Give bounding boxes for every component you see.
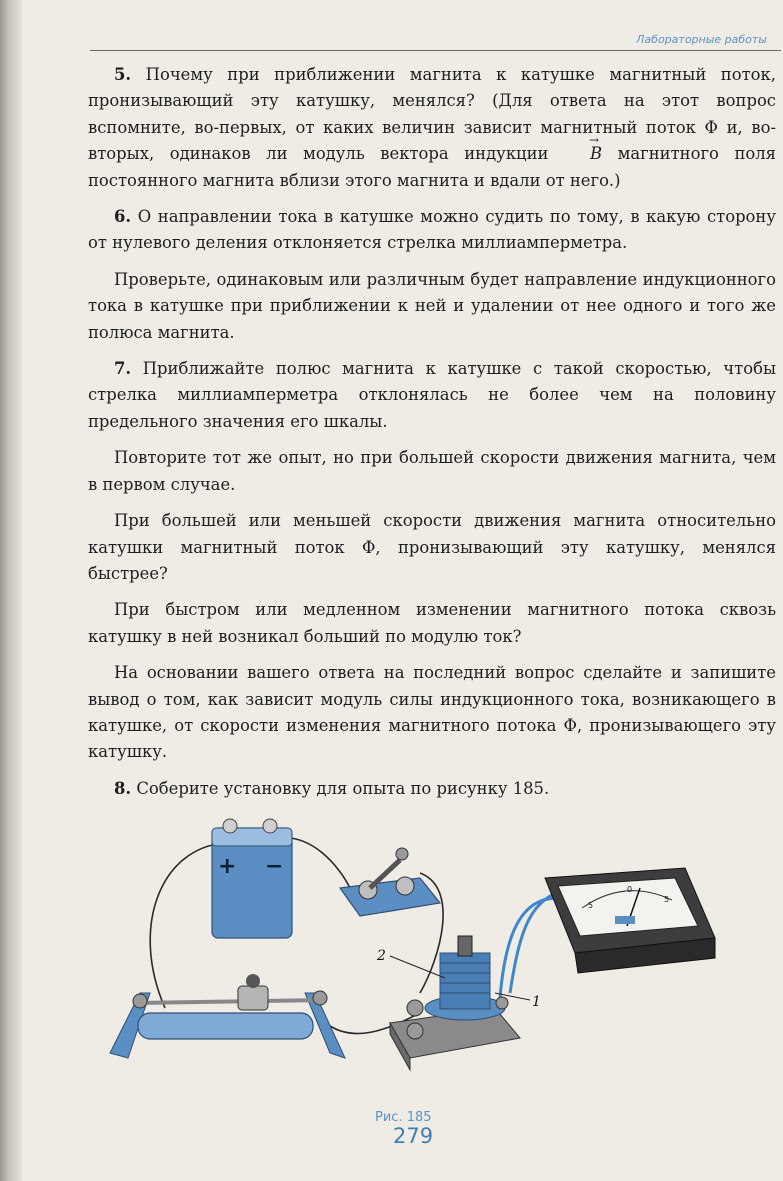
paragraph-text: Соберите установку для опыта по рисунку 185. [136,778,550,798]
paragraph-7 [88,356,776,435]
item-number: 5. [114,65,132,84]
item-number: 8. [114,778,132,798]
item-number: 7. [114,359,132,379]
page-body [88,62,776,812]
label-2: 2 [377,948,386,964]
item-number: 6. [114,207,132,227]
paragraph-7-repeat [88,445,776,498]
paragraph-7-question-2 [88,597,776,650]
paragraph-text: Повторите тот же опыт, но при большей скорости движения магнита, чем в первом случае. [88,448,776,494]
meter-scale-left: 5 [588,901,594,910]
book-spine-shadow [0,0,22,1181]
paragraph-text: На основании вашего ответа на последний вопрос сделайте и запишите вывод о том, как зависит модуль силы индукционного тока, возникающего в катушке, от скорости изменения магнитного потока Φ, пронизывающего эту катушку. [88,663,776,762]
paragraph-7-conclusion [88,660,776,766]
battery-plus-sign: + [218,854,237,879]
running-header: Лабораторные работы [636,33,767,46]
paragraph-text: При большей или меньшей скорости движения магнита относительно катушки магнитный поток Φ, пронизывающий эту катушку, менялся быстрее? [88,511,776,583]
paragraph-text: Проверьте, одинаковым или различным будет направление индукционного тока в катушке при приближении к ней и удалении от нее одного и того же полюса магнита. [88,269,776,342]
paragraph-text-continued: магнитного поля постоянного магнита вблизи этого магнита и вдали от него.) [88,144,776,190]
paragraph-5 [88,62,776,194]
switch-key [340,848,440,916]
battery-minus-sign: − [265,854,284,879]
figure-caption: Рис. 185 [375,1110,432,1125]
meter-scale-right: 5 [664,895,670,904]
paragraph-6-check [88,267,776,346]
figure-185-apparatus [100,808,780,1108]
paragraph-text: При быстром или медленном изменении магнитного потока сквозь катушку в ней возникал больший по модулю ток? [88,600,776,646]
meter-scale-zero: 0 [627,885,633,894]
label-1: 1 [532,994,541,1010]
milliammeter [545,868,715,973]
paragraph-7-question-1 [88,508,776,587]
vector-b-symbol: → B [564,141,602,167]
header-rule [90,50,781,51]
paragraph-8 [88,776,776,802]
paragraph-6 [88,204,776,257]
paragraph-text: Приближайте полюс магнита к катушке с такой скоростью, чтобы стрелка миллиамперметра отклонялась не более чем на половину предельного значения его шкалы. [88,359,776,431]
paragraph-text: О направлении тока в катушке можно судить по тому, в какую сторону от нулевого деления отклоняется стрелка миллиамперметра. [88,207,776,253]
battery [212,819,292,938]
paragraph-text: Почему при приближении магнита к катушке магнитный поток, пронизывающий эту катушку, менялся? (Для ответа на этот вопрос вспомните, во-первых, от каких величин зависит магнитный поток Φ и, во-вторых, одинаков ли модуль вектора индукции [88,65,776,164]
rheostat [110,974,345,1058]
page-number: 279 [393,1124,434,1148]
